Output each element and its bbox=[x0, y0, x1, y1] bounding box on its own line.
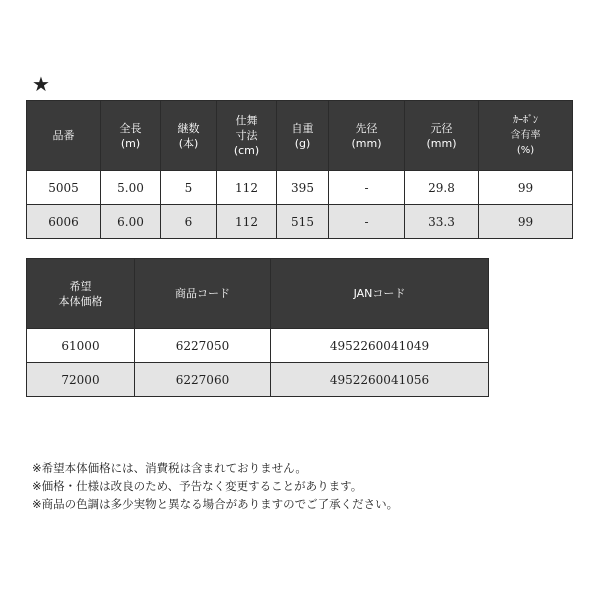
price-table bbox=[26, 258, 489, 397]
star-icon: ★ bbox=[32, 72, 50, 96]
cell-total-length: 6.00 bbox=[101, 205, 161, 239]
cell-closed-length: 112 bbox=[217, 171, 277, 205]
cell-product-number: 5005 bbox=[27, 171, 101, 205]
header-butt-diameter: 元径 (mm) bbox=[405, 101, 479, 171]
header-product-number: 品番 bbox=[27, 101, 101, 171]
cell-sections: 5 bbox=[161, 171, 217, 205]
table-row bbox=[27, 329, 489, 363]
note-tax: ※希望本体価格には、消費税は含まれておりません。 bbox=[32, 461, 307, 475]
cell-weight: 395 bbox=[277, 171, 329, 205]
header-carbon-content: ｶｰﾎﾞﾝ 含有率 (%) bbox=[479, 101, 573, 171]
table-row bbox=[27, 363, 489, 397]
cell-product-code: 6227050 bbox=[135, 329, 271, 363]
table-row bbox=[27, 171, 573, 205]
cell-suggested-price: 61000 bbox=[27, 329, 135, 363]
header-total-length: 全長 (m) bbox=[101, 101, 161, 171]
table-row bbox=[27, 205, 573, 239]
cell-suggested-price: 72000 bbox=[27, 363, 135, 397]
header-jan-code: JANコード bbox=[271, 259, 489, 329]
cell-butt-diameter: 29.8 bbox=[405, 171, 479, 205]
spec-table bbox=[26, 100, 573, 239]
note-spec-change: ※価格・仕様は改良のため、予告なく変更することがあります。 bbox=[32, 479, 363, 493]
cell-closed-length: 112 bbox=[217, 205, 277, 239]
spec-header-row bbox=[27, 101, 573, 171]
cell-butt-diameter: 33.3 bbox=[405, 205, 479, 239]
header-weight: 自重 (g) bbox=[277, 101, 329, 171]
header-product-code: 商品コード bbox=[135, 259, 271, 329]
cell-tip-diameter: - bbox=[329, 171, 405, 205]
cell-product-code: 6227060 bbox=[135, 363, 271, 397]
cell-total-length: 5.00 bbox=[101, 171, 161, 205]
header-suggested-price: 希望 本体価格 bbox=[27, 259, 135, 329]
header-sections: 継数 (本) bbox=[161, 101, 217, 171]
cell-sections: 6 bbox=[161, 205, 217, 239]
cell-carbon-content: 99 bbox=[479, 205, 573, 239]
cell-carbon-content: 99 bbox=[479, 171, 573, 205]
cell-jan-code: 4952260041056 bbox=[271, 363, 489, 397]
cell-tip-diameter: - bbox=[329, 205, 405, 239]
price-header-row bbox=[27, 259, 489, 329]
cell-weight: 515 bbox=[277, 205, 329, 239]
notes bbox=[32, 459, 398, 513]
note-color: ※商品の色調は多少実物と異なる場合がありますのでご了承ください。 bbox=[32, 497, 399, 511]
cell-product-number: 6006 bbox=[27, 205, 101, 239]
header-closed-length: 仕舞 寸法 (cm) bbox=[217, 101, 277, 171]
cell-jan-code: 4952260041049 bbox=[271, 329, 489, 363]
header-tip-diameter: 先径 (mm) bbox=[329, 101, 405, 171]
